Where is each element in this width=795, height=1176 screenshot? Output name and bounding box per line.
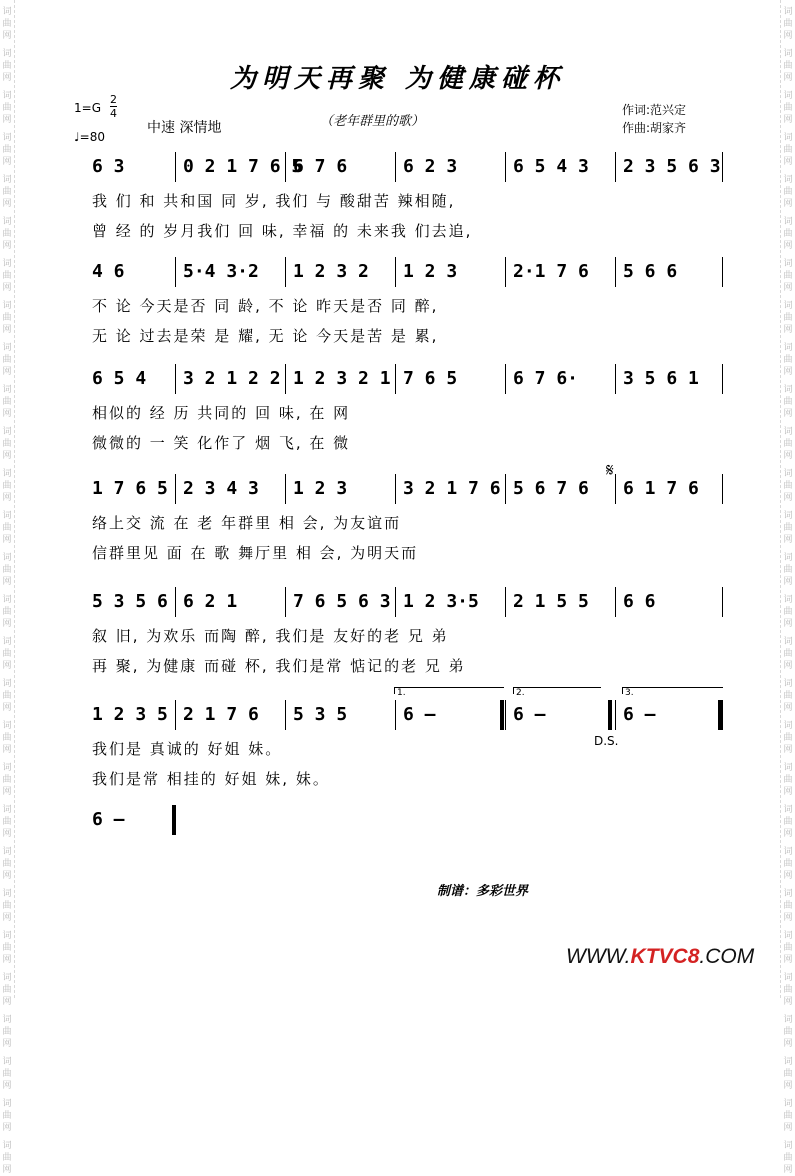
lyric-line: 我们是 真诚的 好姐 妹。 [92,740,283,758]
first-ending-label: 1. [397,688,406,698]
watermark-text: 词曲网 [2,175,12,209]
watermark-text: 词曲网 [2,1099,12,1133]
bar-line [722,700,723,730]
bar-line [722,474,723,504]
watermark-text: 词曲网 [2,301,12,335]
measure-notes: 6 6 [623,591,656,612]
watermark-text: 词曲网 [2,931,12,965]
bar-line [722,152,723,182]
measure-notes: 1 2 3 [293,478,348,499]
watermark-text: 词曲网 [2,7,12,41]
lyric-line: 无 论 过去是荣 是 耀, 无 论 今天是苦 是 累, [92,327,439,345]
watermark-text: 词曲网 [783,343,793,377]
lyric-line: 我 们 和 共和国 同 岁, 我们 与 酸甜苦 辣相随, [92,192,456,210]
watermark-text: 词曲网 [783,931,793,965]
bar-line [615,364,616,394]
bar-line [285,700,286,730]
watermark-text: 词曲网 [783,511,793,545]
watermark-text: 词曲网 [783,217,793,251]
watermark-text: 词曲网 [783,889,793,923]
measure-notes: 6 – [403,704,436,725]
tempo-text: 中速 深情地 [147,120,222,136]
measure-notes: 2 3 5 6 3 [623,156,721,177]
measure-notes: 5 3 5 [293,704,348,725]
bar-line [285,364,286,394]
watermark-text: 词曲网 [2,259,12,293]
watermark-text: 词曲网 [2,385,12,419]
bar-line [722,257,723,287]
bar-line [395,364,396,394]
measure-notes: 7 6 5 6 3 [293,591,391,612]
watermark-text: 词曲网 [783,1015,793,1049]
time-signature [110,94,117,119]
lyric-line: 不 论 今天是否 同 龄, 不 论 昨天是否 同 醉, [92,297,439,315]
bar-line [175,700,176,730]
song-title: 为明天再聚 为健康碰杯 [229,64,566,94]
watermark-text: 词曲网 [783,1099,793,1133]
bar-line [285,257,286,287]
watermark-text: 词曲网 [2,1057,12,1091]
lyricist-credit: 作词:范兴定 [622,103,687,117]
watermark-text: 词曲网 [783,973,793,1007]
measure-notes: 5 6 6 [623,261,678,282]
watermark-text: 词曲网 [2,1015,12,1049]
watermark-text: 词曲网 [2,973,12,1007]
bar-line [175,257,176,287]
watermark-text: 词曲网 [783,385,793,419]
lyric-line: 相似的 经 历 共同的 回 味, 在 网 [92,404,351,422]
lyric-line: 曾 经 的 岁月我们 回 味, 幸福 的 未来我 们去追, [92,222,473,240]
bar-line [505,257,506,287]
subtitle: （老年群里的歌） [320,114,425,129]
bar-line [722,364,723,394]
measure-notes: 6 7 6· [513,368,579,389]
measure-notes: 3 2 1 7 6 [403,478,501,499]
watermark-text: 词曲网 [783,427,793,461]
tempo-mark: ♩=80 [74,130,105,144]
measure-notes: 6 1 7 6 [623,478,699,499]
watermark-text: 词曲网 [783,7,793,41]
bar-line [505,364,506,394]
watermark-text: 词曲网 [2,217,12,251]
measure-notes: 6 5 4 3 [513,156,589,177]
watermark-text: 词曲网 [2,133,12,167]
measure-notes: 6 7 6 [293,156,348,177]
measure-notes: 1 7 6 5 [92,478,168,499]
watermark-text: 词曲网 [783,763,793,797]
bar-line [175,587,176,617]
watermark-text: 词曲网 [2,763,12,797]
measure-notes: 5 3 5 6 [92,591,168,612]
measure-notes: 6 3 [92,156,125,177]
bar-line [285,474,286,504]
website-prefix: WWW. [566,945,631,968]
bar-line [615,257,616,287]
measure-notes: 3 5 6 1 [623,368,699,389]
website-logo[interactable] [566,945,754,969]
bar-line [505,152,506,182]
measure-notes: 1 2 3 [403,261,458,282]
watermark-text: 词曲网 [2,91,12,125]
measure-notes: 7 6 5 [403,368,458,389]
measure-notes: 6 5 4 [92,368,147,389]
bar-line [175,364,176,394]
measure-notes: 6 2 3 [403,156,458,177]
lyric-line: 再 聚, 为健康 而碰 杯, 我们是常 惦记的老 兄 弟 [92,657,466,675]
watermark-text: 词曲网 [783,259,793,293]
watermark-text: 词曲网 [2,595,12,629]
website-suffix: .COM [699,945,755,968]
watermark-text: 词曲网 [783,175,793,209]
measure-notes: 5 6 7 6 [513,478,589,499]
measure-notes: 6 2 1 [183,591,238,612]
watermark-text: 词曲网 [783,1141,793,1175]
score-system [0,803,795,839]
measure-notes: 2 3 4 3 [183,478,259,499]
measure-notes: 1 2 3·5 [403,591,479,612]
watermark-text: 词曲网 [2,847,12,881]
watermark-text: 词曲网 [783,1057,793,1091]
watermark-text: 词曲网 [2,427,12,461]
watermark-text: 词曲网 [2,343,12,377]
watermark-text: 词曲网 [783,469,793,503]
bar-line [615,700,616,730]
composer-credit: 作曲:胡家齐 [622,121,687,135]
watermark-text: 词曲网 [2,889,12,923]
watermark-text: 词曲网 [783,553,793,587]
footer-credit: 制谱：多彩世界 [437,884,529,899]
bar-line [395,700,396,730]
watermark-text: 词曲网 [783,721,793,755]
bar-line [395,474,396,504]
bar-line [505,700,506,730]
watermark-text: 词曲网 [2,679,12,713]
third-ending-label: 3. [625,688,634,698]
measure-notes: 6 – [92,809,125,830]
ds-mark: D.S. [594,734,619,748]
bar-line [615,474,616,504]
measure-notes: 2 1 7 6 [183,704,259,725]
watermark-text: 词曲网 [2,511,12,545]
first-ending-bracket [394,687,504,698]
key-signature: 1=G [74,101,101,115]
lyric-line: 我们是常 相挂的 好姐 妹, 妹。 [92,770,330,788]
watermark-text: 词曲网 [2,805,12,839]
measure-notes: 1 2 3 2 1 [293,368,391,389]
watermark-text: 词曲网 [783,91,793,125]
watermark-text: 词曲网 [2,637,12,671]
segno-sign: 𝄋 [606,460,614,481]
watermark-text: 词曲网 [783,679,793,713]
bar-line [395,152,396,182]
watermark-text: 词曲网 [2,1141,12,1175]
measure-notes: 4 6 [92,261,125,282]
watermark-text: 词曲网 [783,847,793,881]
measure-notes: 1 2 3 5 [92,704,168,725]
watermark-text: 词曲网 [2,553,12,587]
second-ending-label: 2. [516,688,525,698]
double-barline [608,700,612,730]
watermark-text: 词曲网 [783,301,793,335]
time-sig-denominator: 4 [110,107,117,120]
watermark-text: 词曲网 [783,637,793,671]
measure-notes: 2 1 5 5 [513,591,589,612]
measure-notes: 5·4 3·2 [183,261,259,282]
website-brand: KTVC8 [630,945,700,968]
lyric-line: 络上交 流 在 老 年群里 相 会, 为友谊而 [92,514,402,532]
measure-notes: 3 2 1 2 2 [183,368,281,389]
bar-line [722,587,723,617]
bar-line [505,587,506,617]
watermark-text: 词曲网 [783,133,793,167]
measure-notes: 1 2 3 2 [293,261,369,282]
lyric-line: 微微的 一 笑 化作了 烟 飞, 在 微 [92,434,351,452]
bar-line [395,257,396,287]
watermark-text: 词曲网 [783,49,793,83]
repeat-end-barline [500,700,504,730]
bar-line [615,152,616,182]
bar-line [615,587,616,617]
measure-notes: 2·1 7 6 [513,261,589,282]
measure-notes: 6 – [513,704,546,725]
measure-notes: 0 2 1 7 6 5 [183,156,303,177]
watermark-text: 词曲网 [2,49,12,83]
time-sig-numerator: 2 [110,93,117,106]
bar-line [175,152,176,182]
watermark-text: 词曲网 [2,469,12,503]
final-barline [172,805,176,835]
bar-line [175,474,176,504]
third-ending-bracket [622,687,723,698]
measure-notes: 6 – [623,704,656,725]
watermark-text: 词曲网 [783,805,793,839]
lyric-line: 信群里见 面 在 歌 舞厅里 相 会, 为明天而 [92,544,419,562]
lyric-line: 叙 旧, 为欢乐 而陶 醉, 我们是 友好的老 兄 弟 [92,627,449,645]
watermark-text: 词曲网 [783,595,793,629]
bar-line [505,474,506,504]
watermark-text: 词曲网 [2,721,12,755]
second-ending-bracket [513,687,601,698]
bar-line [395,587,396,617]
end-barline [718,700,722,730]
bar-line [285,587,286,617]
